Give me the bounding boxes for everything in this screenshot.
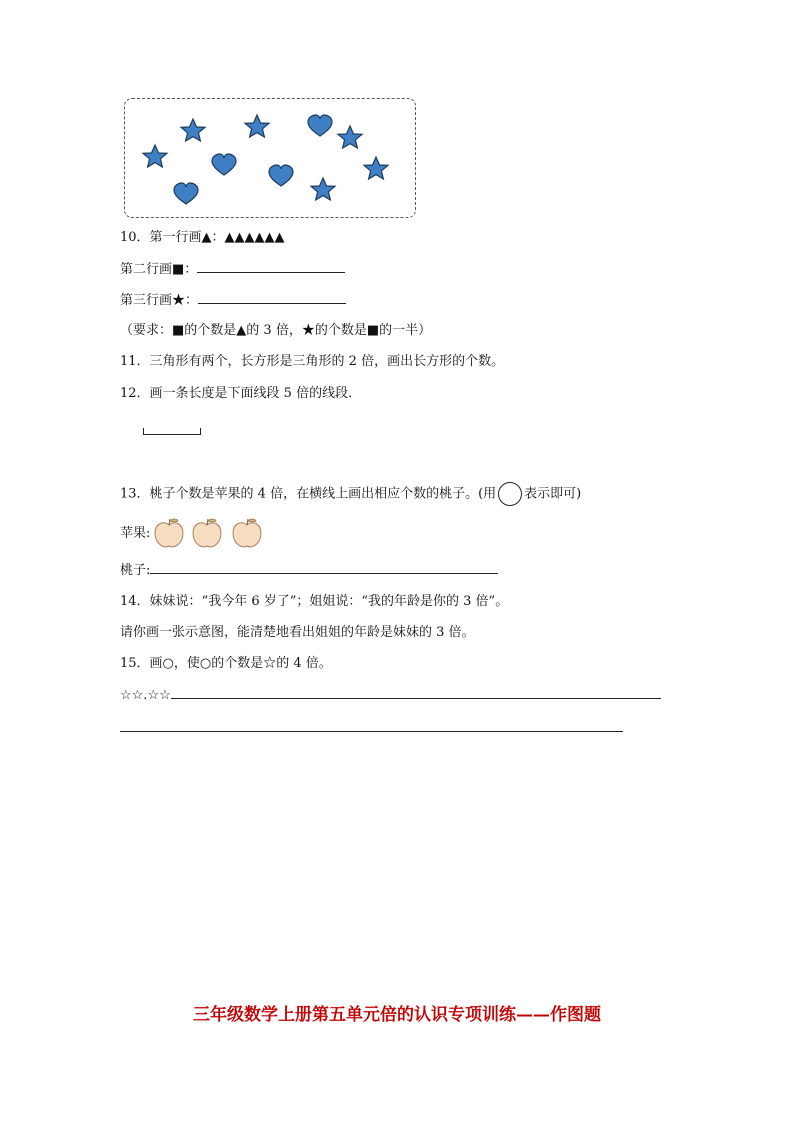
q14-line2-text: 请你画一张示意图，能清楚地看出姐姐的年龄是妹妹的 3 倍。 [120,625,475,640]
q14-line1-text: 14．妹妹说：“我今年 6 岁了”；姐姐说：“我的年龄是你的 3 倍”。 [120,594,509,609]
heart-icon [269,165,293,186]
circle-icon [498,482,522,506]
shapes-figure [0,0,794,240]
q11-text: 11．三角形有两个，长方形是三角形的 2 倍，画出长方形的个数。 [120,354,505,369]
apple-icon [193,519,221,547]
star-icon [364,157,388,179]
heart-icon [174,183,198,204]
q10-requirement [120,322,431,340]
q14-line2 [120,624,475,642]
q10-row3 [120,291,346,310]
star-icon [245,115,269,137]
q10-row3-answer-line[interactable] [198,291,346,304]
apple-icon [233,519,261,547]
q13-apple-row [120,525,150,543]
q11 [120,353,504,371]
q13 [120,482,581,506]
q14-line1 [120,593,508,611]
q13-text-before: 13．桃子个数是苹果的 4 倍，在横线上画出相应个数的桃子。(用 [120,486,497,502]
star-icon [143,145,167,167]
q12-text: 12．画一条长度是下面线段 5 倍的线段． [120,386,362,401]
peach-label: 桃子: [120,563,151,578]
apples-figure [150,512,270,552]
q13-text-after: 表示即可) [524,486,582,502]
q10-row2 [120,260,345,279]
star-icon [338,126,362,148]
footer-title: 三年级数学上册第五单元倍的认识专项训练——作图题 [193,1005,601,1025]
star-icon [181,119,205,141]
peach-answer-line[interactable] [150,561,498,574]
apple-label: 苹果: [120,526,151,541]
reference-line-segment [143,428,201,435]
q10-requirement-text: （要求：■的个数是▲的 3 倍，★的个数是■的一半） [120,323,432,338]
star-icon [311,178,335,200]
q12 [120,385,361,403]
q10-row2-label: 第二行画■： [120,262,198,277]
heart-icon [308,115,332,136]
q10-row1-text: 10．第一行画▲：▲▲▲▲▲▲ [120,230,285,245]
q10-row3-label: 第三行画★： [120,293,199,308]
q10-row1 [120,229,285,247]
q15 [120,655,332,673]
apple-icon [155,519,183,547]
q15-stars: ☆☆.☆☆ [120,688,171,703]
q10-row2-answer-line[interactable] [197,260,345,273]
q15-text: 15．画○，使○的个数是☆的 4 倍。 [120,656,332,671]
q15-answer-line-1[interactable] [171,686,661,699]
q15-answer-line-2[interactable] [120,731,623,732]
q13-peach-row [120,561,498,580]
heart-icon [212,154,236,175]
q15-answer-row [120,686,661,705]
